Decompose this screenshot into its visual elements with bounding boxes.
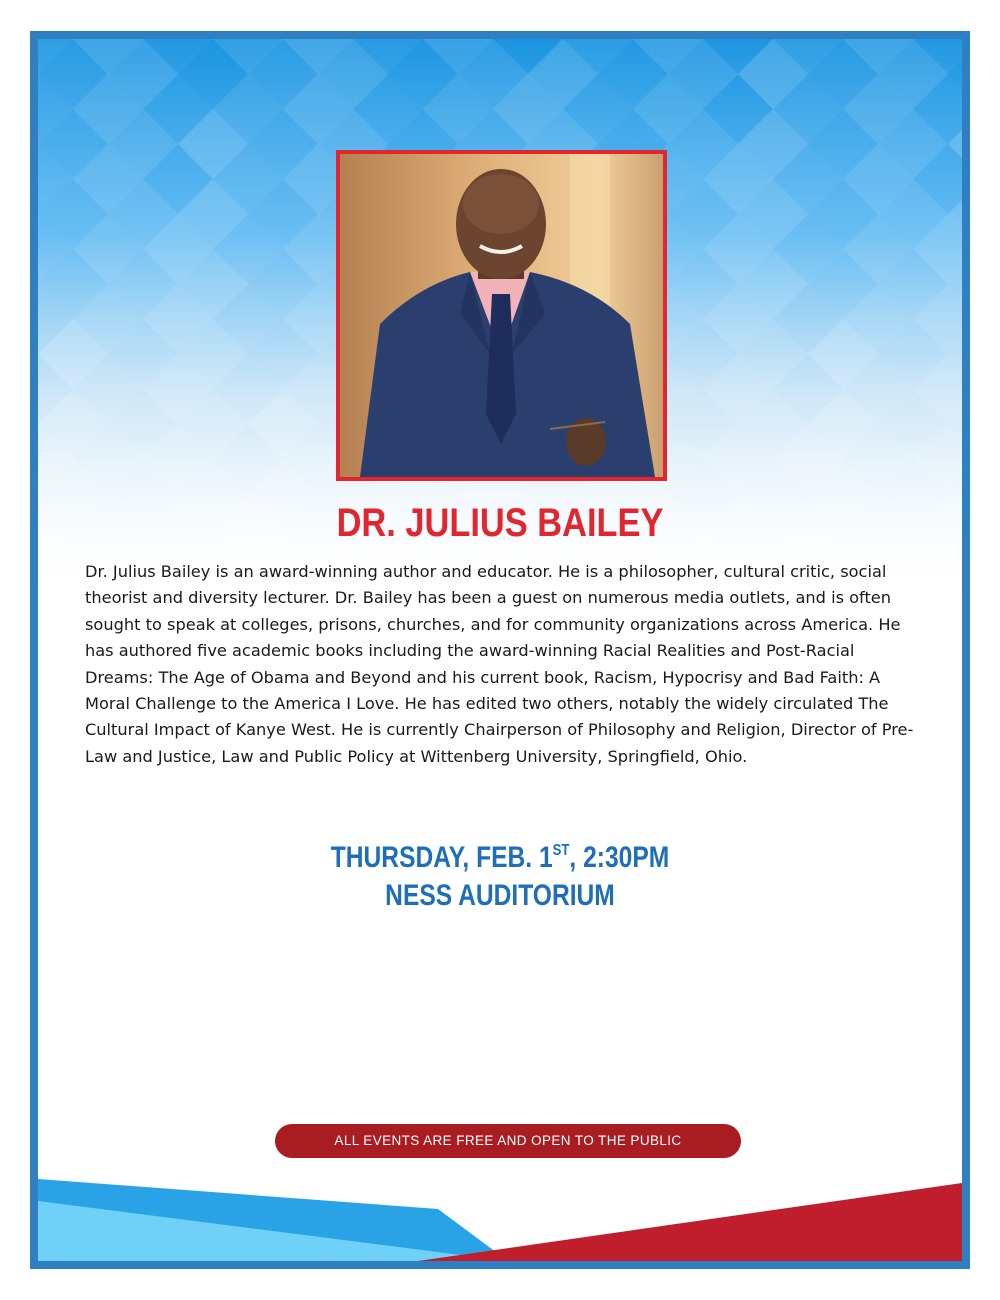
flyer-frame: [30, 31, 970, 1269]
date-ordinal: ST: [552, 842, 570, 859]
event-date-time: THURSDAY, FEB. 1ST, 2:30PM: [330, 841, 670, 874]
event-details: [121, 839, 879, 915]
event-venue: NESS AUDITORIUM: [385, 879, 615, 912]
speaker-photo: [336, 150, 667, 481]
speaker-name: DR. JULIUS BAILEY: [336, 501, 664, 545]
bottom-accent-shapes: [38, 1151, 962, 1261]
speaker-bio: Dr. Julius Bailey is an award-winning author and educator. He is a philosopher, cultural critic, social theorist and diversity lecturer. Dr. Bailey has been a guest on numerous media outlets, and is often sought to speak at colleges, prisons, churches, and for community organizations across America. He has authored five academic books including the award-winning Racial Realities and Post-Racial Dreams: The Age of Obama and Beyond and his current book, Racism, Hypocrisy and Bad Faith: A Moral Challenge to the America I Love. He has edited two others, notably the widely circulated The Cultural Impact of Kanye West. He is currently Chairperson of Philosophy and Religion, Director of Pre-Law and Justice, Law and Public Policy at Wittenberg University, Springfield, Ohio.: [85, 562, 914, 766]
free-events-banner: ALL EVENTS ARE FREE AND OPEN TO THE PUBLIC: [275, 1124, 741, 1158]
